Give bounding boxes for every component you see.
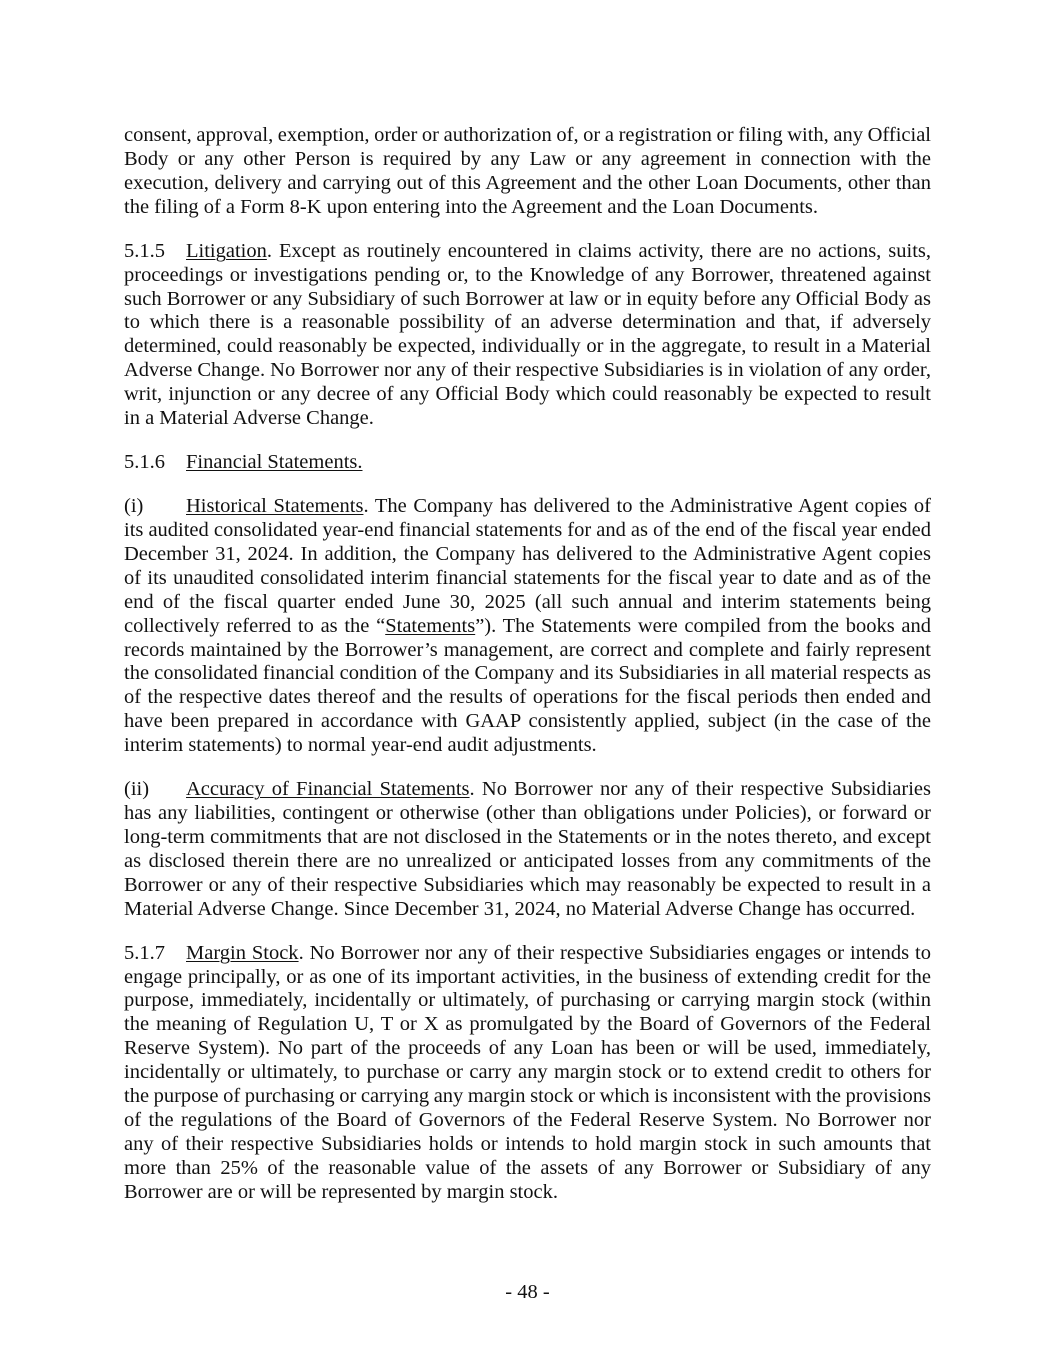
- text-line: incidentally or ultimately, to purchase or carry any margin stock or to extend credit to others for: [124, 1061, 931, 1084]
- text-line: of the regulations of the Board of Governors of the Federal Reserve System. No Borrower nor: [124, 1109, 931, 1131]
- text-line: have been prepared in accordance with GAAP consistently applied, subject (in the case of the: [124, 710, 931, 733]
- text-line: Body or any other Person is required by any Law or any agreement in connection with the: [124, 147, 931, 170]
- section-5-1-6: [124, 451, 931, 475]
- text-line: long-term commitments that are not disclosed in the Statements or in the notes thereto, and except: [124, 825, 931, 848]
- text-line: as disclosed therein there are no unrealized or anticipated losses from any commitments of the: [124, 849, 931, 872]
- section-heading: Financial Statements.: [186, 451, 363, 474]
- section-heading: Margin Stock: [186, 941, 299, 964]
- line-text: . No Borrower nor any of their respective Subsidiaries: [469, 778, 931, 801]
- text-line: engage principally, or as one of its important activities, in the business of extending credit for the: [124, 965, 931, 988]
- text-line: more than 25% of the reasonable value of the assets of any Borrower or Subsidiary of any: [124, 1156, 931, 1179]
- section-5-1-5: [124, 240, 931, 431]
- text-line: any of their respective Subsidiaries holds or intends to hold margin stock in such amounts that: [124, 1132, 931, 1155]
- text-line: the filing of a Form 8-K upon entering into the Agreement and the Loan Documents.: [124, 195, 818, 218]
- text-line: in a Material Adverse Change.: [124, 407, 374, 430]
- text-line: Adverse Change. No Borrower nor any of their respective Subsidiaries is in violation of any order,: [124, 359, 931, 382]
- section-5-1-7: [124, 942, 931, 1205]
- section-number: 5.1.6: [124, 451, 165, 474]
- paragraph-continuation: [124, 124, 931, 220]
- section-heading: Litigation: [186, 239, 267, 262]
- text-line: writ, injunction or any decree of any Official Body which could reasonably be expected to result: [124, 383, 931, 406]
- text-line: interim statements) to normal year-end audit adjustments.: [124, 734, 597, 757]
- text-line: purpose, immediately, incidentally or ultimately, of purchasing or carrying margin stock (within: [124, 989, 931, 1012]
- text-line: its audited consolidated year-end financial statements for and as of the end of the fiscal year ended: [124, 518, 931, 541]
- text-line: Borrower are or will be represented by margin stock.: [124, 1180, 558, 1203]
- text-line: proceedings or investigations pending or, to the Knowledge of any Borrower, threatened against: [124, 263, 931, 286]
- text-line: [124, 778, 931, 802]
- section-number: (ii): [124, 778, 150, 801]
- text-line: of its unaudited consolidated interim financial statements for the fiscal year to date and as of the: [124, 566, 931, 589]
- text-line: such Borrower or any Subsidiary of such Borrower at law or in equity before any Official Body as: [124, 287, 931, 310]
- text-line: [124, 615, 931, 639]
- text-line: records maintained by the Borrower’s management, are correct and complete and fairly represent: [124, 638, 931, 661]
- page-footer: [0, 1281, 1055, 1305]
- text-line: Reserve System). No part of the proceeds of any Loan has been or will be used, immediately,: [124, 1037, 931, 1060]
- defined-term: Statements: [385, 614, 476, 637]
- line-text: ”). The Statements were compiled from the books and: [475, 614, 931, 637]
- section-number: 5.1.5: [124, 239, 165, 262]
- text-line: of the respective dates thereof and the results of operations for the fiscal periods then ended and: [124, 686, 931, 709]
- text-line: execution, delivery and carrying out of this Agreement and the other Loan Documents, other than: [124, 171, 931, 194]
- line-text: . The Company has delivered to the Administrative Agent copies of: [363, 495, 931, 518]
- text-line: Borrower or any of their respective Subsidiaries which may reasonably be expected to result in a: [124, 873, 931, 896]
- text-line: Material Adverse Change. Since December 31, 2024, no Material Adverse Change has occurred.: [124, 897, 916, 920]
- text-line: end of the fiscal quarter ended June 30, 2025 (all such annual and interim statements being: [124, 590, 931, 613]
- section-heading: Accuracy of Financial Statements: [186, 778, 470, 801]
- section-number: 5.1.7: [124, 941, 165, 964]
- subsection-ii: [124, 778, 931, 921]
- text-line: [124, 942, 931, 966]
- line-text: . Except as routinely encountered in claims activity, there are no actions, suits,: [266, 239, 931, 262]
- text-line: [124, 451, 931, 475]
- text-line: [124, 240, 931, 264]
- line-text: collectively referred to as the “: [124, 614, 386, 637]
- page-number: - 48 -: [505, 1281, 550, 1303]
- document-page: [124, 124, 931, 1225]
- section-heading: Historical Statements: [186, 495, 364, 518]
- text-line: determined, could reasonably be expected, individually or in the aggregate, to result in a Material: [124, 335, 931, 358]
- section-number: (i): [124, 495, 144, 518]
- text-line: consent, approval, exemption, order or authorization of, or a registration or filing with, any Official: [124, 124, 931, 146]
- text-line: has any liabilities, contingent or otherwise (other than obligations under Policies), or forward or: [124, 802, 931, 825]
- subsection-i: [124, 495, 931, 758]
- text-line: [124, 495, 931, 519]
- line-text: . No Borrower nor any of their respective Subsidiaries engages or intends to: [298, 941, 931, 964]
- text-line: the consolidated financial condition of the Company and its Subsidiaries in all material respects as: [124, 662, 931, 685]
- text-line: December 31, 2024. In addition, the Company has delivered to the Administrative Agent copies: [124, 542, 931, 565]
- text-line: to which there is a reasonable possibility of an adverse determination and that, if adversely: [124, 311, 931, 334]
- text-line: the purpose of purchasing or carrying any margin stock or which is inconsistent with the provisions: [124, 1085, 931, 1108]
- text-line: the meaning of Regulation U, T or X as promulgated by the Board of Governors of the Federal: [124, 1013, 931, 1036]
